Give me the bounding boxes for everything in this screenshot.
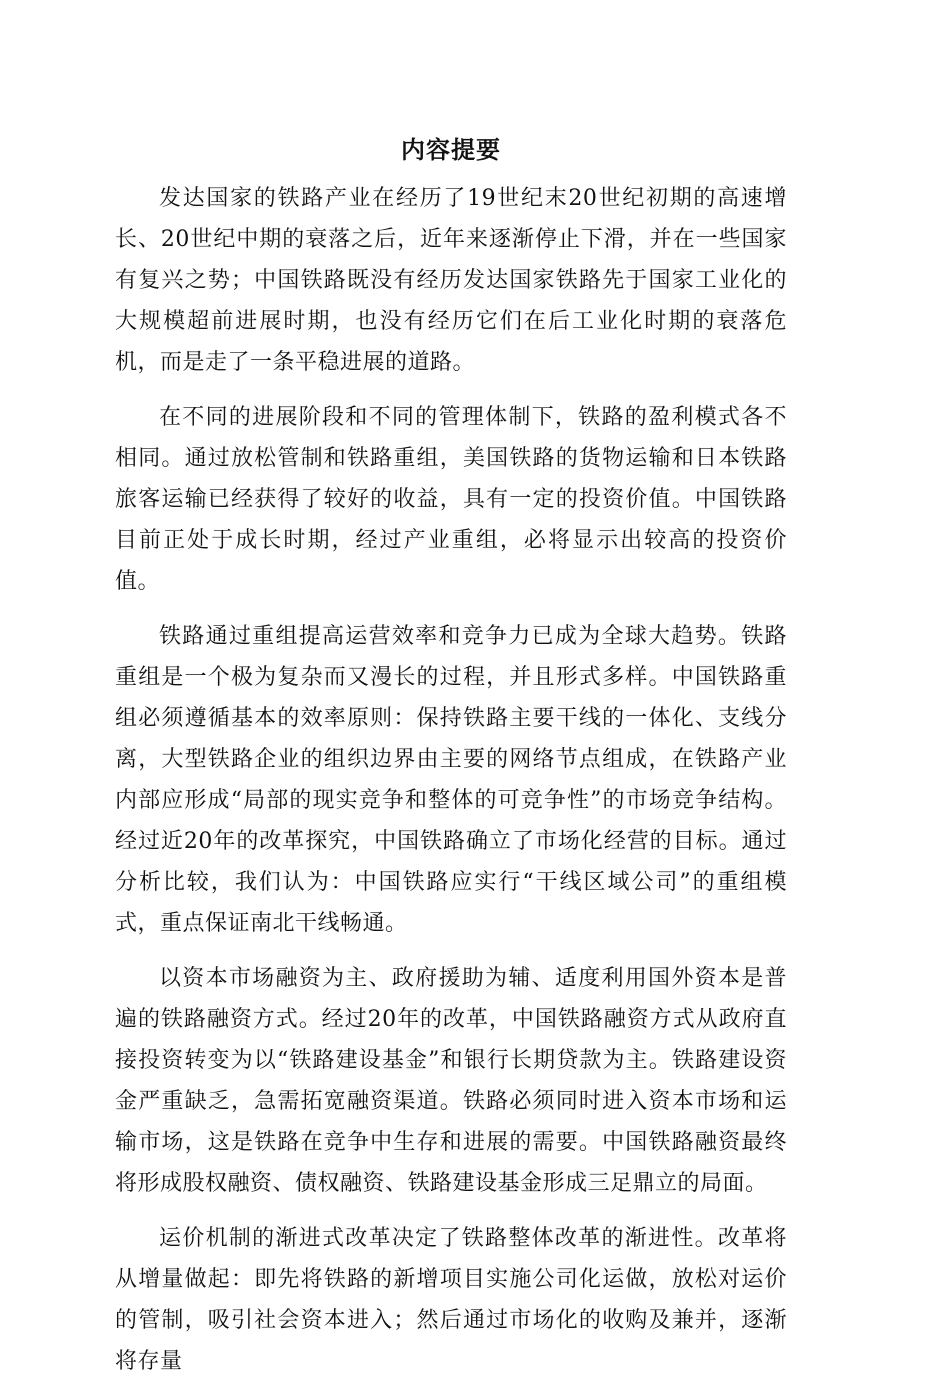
document-page bbox=[115, 130, 787, 1396]
paragraph-4: 以资本市场融资为主、政府援助为辅、适度利用国外资本是普遍的铁路融资方式。经过20年的改革，中国铁路融资方式从政府直接投资转变为以“铁路建设基金”和银行长期贷款为主。铁路建设资金严重缺乏，急需拓宽融资渠道。铁路必须同时进入资本市场和运输市场，这是铁路在竞争中生存和进展的需要。中国铁路融资最终将形成股权融资、债权融资、铁路建设基金形成三足鼎立的局面。 bbox=[115, 966, 787, 1196]
document-title: 内容提要 bbox=[401, 135, 501, 164]
paragraph-2: 在不同的进展阶段和不同的管理体制下，铁路的盈利模式各不相同。通过放松管制和铁路重组，美国铁路的货物运输和日本铁路旅客运输已经获得了较好的收益，具有一定的投资价值。中国铁路目前正处于成长时期，经过产业重组，必将显示出较高的投资价值。 bbox=[115, 405, 787, 594]
paragraph-3: 铁路通过重组提高运营效率和竞争力已成为全球大趋势。铁路重组是一个极为复杂而又漫长的过程，并且形式多样。中国铁路重组必须遵循基本的效率原则：保持铁路主要干线的一体化、支线分离，大型铁路企业的组织边界由主要的网络节点组成，在铁路产业内部应形成“局部的现实竞争和整体的可竞争性”的市场竞争结构。经过近20年的改革探究，中国铁路确立了市场化经营的目标。通过分析比较，我们认为：中国铁路应实行“干线区域公司”的重组模式，重点保证南北干线畅通。 bbox=[115, 624, 787, 936]
paragraph-1: 发达国家的铁路产业在经历了19世纪末20世纪初期的高速增长、20世纪中期的衰落之后，近年来逐渐停止下滑，并在一些国家有复兴之势；中国铁路既没有经历发达国家铁路先于国家工业化的大规模超前进展时期，也没有经历它们在后工业化时期的衰落危机，而是走了一条平稳进展的道路。 bbox=[115, 186, 787, 375]
paragraph-5: 运价机制的渐进式改革决定了铁路整体改革的渐进性。改革将从增量做起：即先将铁路的新增项目实施公司化运做，放松对运价的管制，吸引社会资本进入；然后通过市场化的收购及兼并，逐渐将存量 bbox=[115, 1226, 787, 1374]
